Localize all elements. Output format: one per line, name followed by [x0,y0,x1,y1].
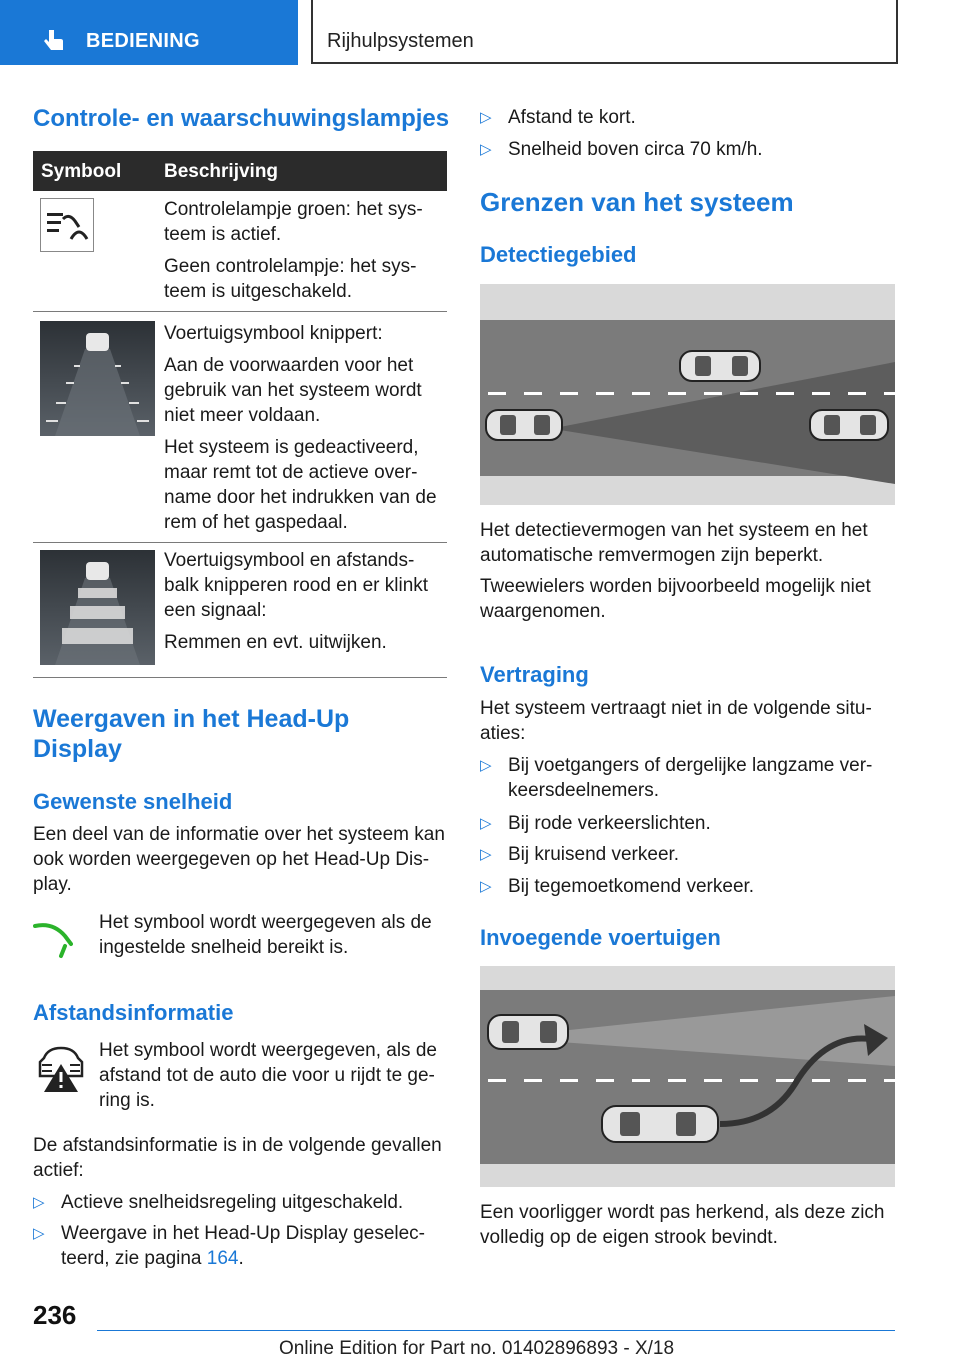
merging-vehicle-illustration [480,966,895,1187]
col-symbol: Symbool [41,161,122,182]
lamps-title: Controle- en waarschuwingslampjes [33,105,450,132]
row-2-description: Voertuigsymbool knippert: Aan de voorwaarden voor het gebruik van het systeem wordt niet meer voldaan. Het systeem is gedeactiveerd, maar remt tot de actieve over-name door het indrukken van de rem of het gaspedaal. [164,323,437,533]
footer-divider [97,1330,895,1331]
triangle-bullet-icon: ▷ [480,878,492,895]
triangle-bullet-icon: ▷ [480,141,492,158]
triangle-bullet-icon: ▷ [480,757,492,774]
limits-title: Grenzen van het systeem [480,187,794,217]
triangle-bullet-icon: ▷ [33,1225,45,1242]
merge-title: Invoegende voertuigen [480,925,721,950]
speed-title: Gewenste snelheid [33,789,233,814]
chapter-tab[interactable] [0,0,298,65]
detect-paragraph-1: Het detectievermogen van het systeem en het automatische remvermogen zijn beperkt. [480,520,868,566]
edition-text: Online Edition for Part no. 01402896893 - X/18 [279,1338,675,1359]
section-header [311,0,898,64]
row-divider [33,677,447,678]
section-label: Rijhulpsystemen [327,30,474,52]
own-car-icon [486,410,562,440]
distance-title: Afstandsinformatie [33,1000,234,1025]
distance-icon-text: Het symbool wordt weergegeven, als de afstand tot de auto die voor u rijdt te ge-ring is. [99,1040,437,1111]
detect-title: Detectiegebied [480,242,637,267]
distance-text: De afstandsinformatie is in de volgende gevallen actief: [33,1135,442,1181]
row-divider [33,311,447,312]
merging-car-icon [602,1106,718,1142]
list-item: ▷ Bij rode verkeerslichten. [480,813,711,834]
triangle-bullet-icon: ▷ [33,1194,45,1211]
vehicle-distance-bar-icon [40,550,155,665]
distance-warning-icon [36,1046,86,1094]
list-item: ▷ Bij voetgangers of dergelijke langzame ver-keersdeelnemers. [480,755,873,801]
speed-reached-icon [33,920,73,960]
list-item: ▷ Weergave in het Head-Up Display geselec-teerd, zie pagina 164. [33,1223,425,1269]
page-link[interactable]: 164 [206,1248,239,1269]
chapter-label: BEDIENING [86,30,200,52]
list-item: ▷ Bij tegemoetkomend verkeer. [480,876,755,897]
row-divider [33,542,447,543]
car-icon [680,351,760,381]
list-item: ▷ Afstand te kort. [480,107,636,128]
vehicle-blink-icon [40,321,155,436]
triangle-bullet-icon: ▷ [480,846,492,863]
merge-text: Een voorligger wordt pas herkend, als deze zich volledig op de eigen strook bevindt. [480,1202,885,1248]
own-car-icon [488,1015,568,1049]
page-number: 236 [33,1300,77,1330]
list-item: ▷ Actieve snelheidsregeling uitgeschakeld. [33,1192,404,1213]
triangle-bullet-icon: ▷ [480,815,492,832]
decel-title: Vertraging [480,662,589,687]
row-1-description: Controlelampje groen: het sys-teem is actief. Geen controlelampje: het sys-teem is uitgeschakeld. [164,199,423,302]
hud-title: Weergaven in het Head-Up Display [33,705,350,763]
hand-pointer-icon [40,28,68,56]
detection-area-illustration [480,284,895,505]
list-item: ▷ Bij kruisend verkeer. [480,844,680,865]
speed-icon-text: Het symbool wordt weergegeven als de ingestelde snelheid bereikt is. [99,912,432,958]
triangle-bullet-icon: ▷ [480,109,492,126]
col-description: Beschrijving [164,161,279,182]
speed-text: Een deel van de informatie over het systeem kan ook worden weergegeven op het Head-Up Dis-play. [33,824,445,895]
detect-paragraph-2: Tweewielers worden bijvoorbeeld mogelijk niet waargenomen. [480,576,871,622]
row-3-description: Voertuigsymbool en afstands-balk knipperen rood en er klinkt een signaal: Remmen en evt. uitwijken. [164,550,429,653]
acc-lamp-icon [40,198,94,252]
list-item: ▷ Snelheid boven circa 70 km/h. [480,139,763,160]
decel-text: Het systeem vertraagt niet in de volgende situ-aties: [480,698,872,744]
car-ahead-icon [810,410,888,440]
table-header [33,151,447,191]
